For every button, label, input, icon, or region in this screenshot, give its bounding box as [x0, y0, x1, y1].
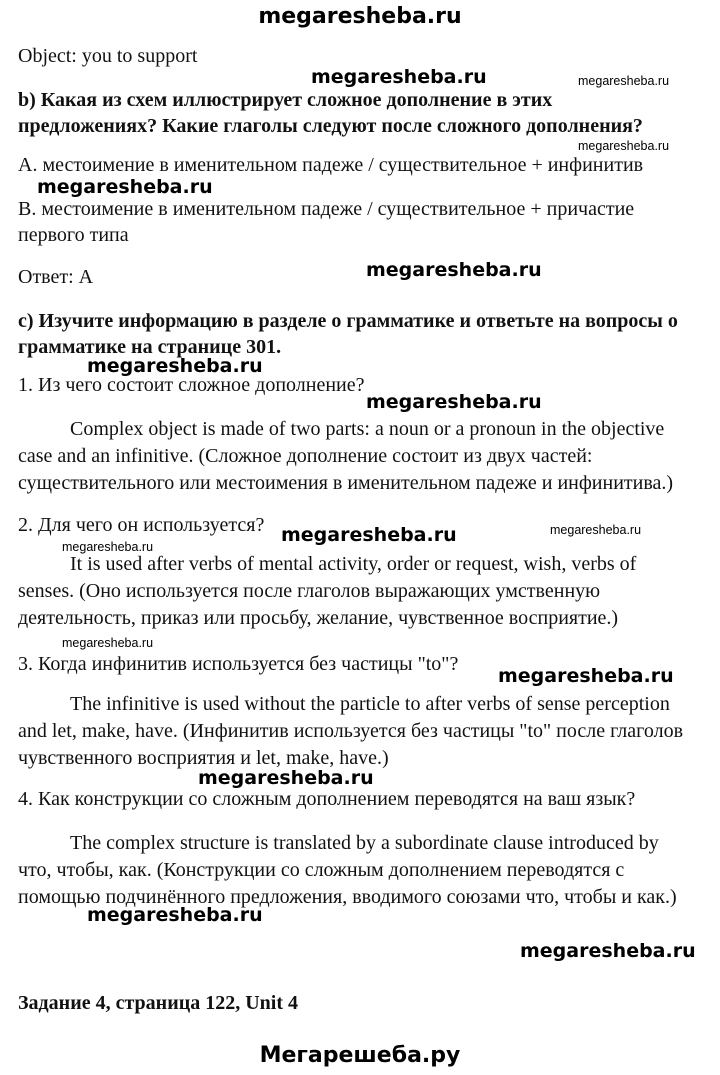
section-b-question-line1: b) Какая из схем иллюстрирует сложное дополнение в этих — [18, 89, 553, 111]
watermark-large[interactable]: megaresheba.ru — [37, 176, 213, 198]
option-a: A. местоимение в именительном падеже / существительное + инфинитив — [18, 154, 644, 176]
watermark-large[interactable]: megaresheba.ru — [311, 66, 487, 88]
answer-1-line2: case and an infinitive. (Сложное дополнение состоит из двух частей: — [18, 445, 593, 467]
watermark-small[interactable]: megaresheba.ru — [578, 74, 670, 88]
answer-3-line2: and let, make, have. (Инфинитив используется без частицы "to" после глаголов — [18, 720, 684, 742]
answer-2-line3: деятельность, приказ или просьбу, желание, чувственное восприятие.) — [18, 607, 619, 629]
answer-4-line1: The complex structure is translated by a subordinate clause introduced by — [70, 832, 659, 854]
question-1: 1. Из чего состоит сложное дополнение? — [18, 374, 365, 396]
question-3: 3. Когда инфинитив используется без частицы "to"? — [18, 653, 459, 675]
watermark-small[interactable]: megaresheba.ru — [578, 139, 670, 153]
answer-3-line3: чувственного восприятия и let, make, have.) — [18, 747, 389, 769]
question-2: 2. Для чего он используется? — [18, 514, 265, 536]
section-c-heading-line1: c) Изучите информацию в разделе о грамматике и ответьте на вопросы о — [18, 310, 678, 332]
answer-4-line2: что, чтобы, как. (Конструкции со сложным дополнением переводятся с — [18, 859, 625, 881]
watermark-large[interactable]: megaresheba.ru — [366, 259, 542, 281]
answer-1-line1: Complex object is made of two parts: a noun or a pronoun in the objective — [70, 418, 665, 440]
watermark-large[interactable]: megaresheba.ru — [87, 904, 263, 926]
watermark-large[interactable]: megaresheba.ru — [87, 355, 263, 377]
option-b-line2: первого типа — [18, 224, 129, 246]
watermark-small[interactable]: megaresheba.ru — [62, 636, 154, 650]
next-task-heading: Задание 4, страница 122, Unit 4 — [18, 992, 299, 1014]
watermark-large[interactable]: megaresheba.ru — [198, 767, 374, 789]
site-header[interactable]: megaresheba.ru — [258, 4, 462, 29]
watermark-large[interactable]: megaresheba.ru — [520, 940, 696, 962]
section-c-heading-line2: грамматике на странице 301. — [18, 336, 282, 358]
watermark-large[interactable]: megaresheba.ru — [281, 524, 457, 546]
watermark-small[interactable]: megaresheba.ru — [550, 523, 642, 537]
option-b-line1: B. местоимение в именительном падеже / существительное + причастие — [18, 198, 635, 220]
watermark-small[interactable]: megaresheba.ru — [62, 540, 154, 554]
section-b-question-line2: предложениях? Какие глаголы следуют после сложного дополнения? — [18, 115, 643, 137]
answer-2-line1: It is used after verbs of mental activity, order or request, wish, verbs of — [70, 553, 637, 575]
watermark-large[interactable]: megaresheba.ru — [498, 665, 674, 687]
answer-2-line2: senses. (Оно используется после глаголов выражающих умственную — [18, 580, 601, 602]
question-4: 4. Как конструкции со сложным дополнением переводятся на ваш язык? — [18, 788, 636, 810]
answer-3-line1: The infinitive is used without the particle to after verbs of sense perception — [70, 693, 670, 715]
answer-1-line3: существительного или местоимения в именительном падеже и инфинитива.) — [18, 472, 674, 494]
site-footer[interactable]: Мегарешеба.ру — [259, 1043, 461, 1068]
answer: Ответ: A — [18, 266, 94, 288]
answer-4-line3: помощью подчинённого предложения, вводимого союзами что, чтобы и как.) — [18, 886, 677, 908]
object-line: Object: you to support — [18, 45, 198, 67]
watermark-large[interactable]: megaresheba.ru — [366, 391, 542, 413]
